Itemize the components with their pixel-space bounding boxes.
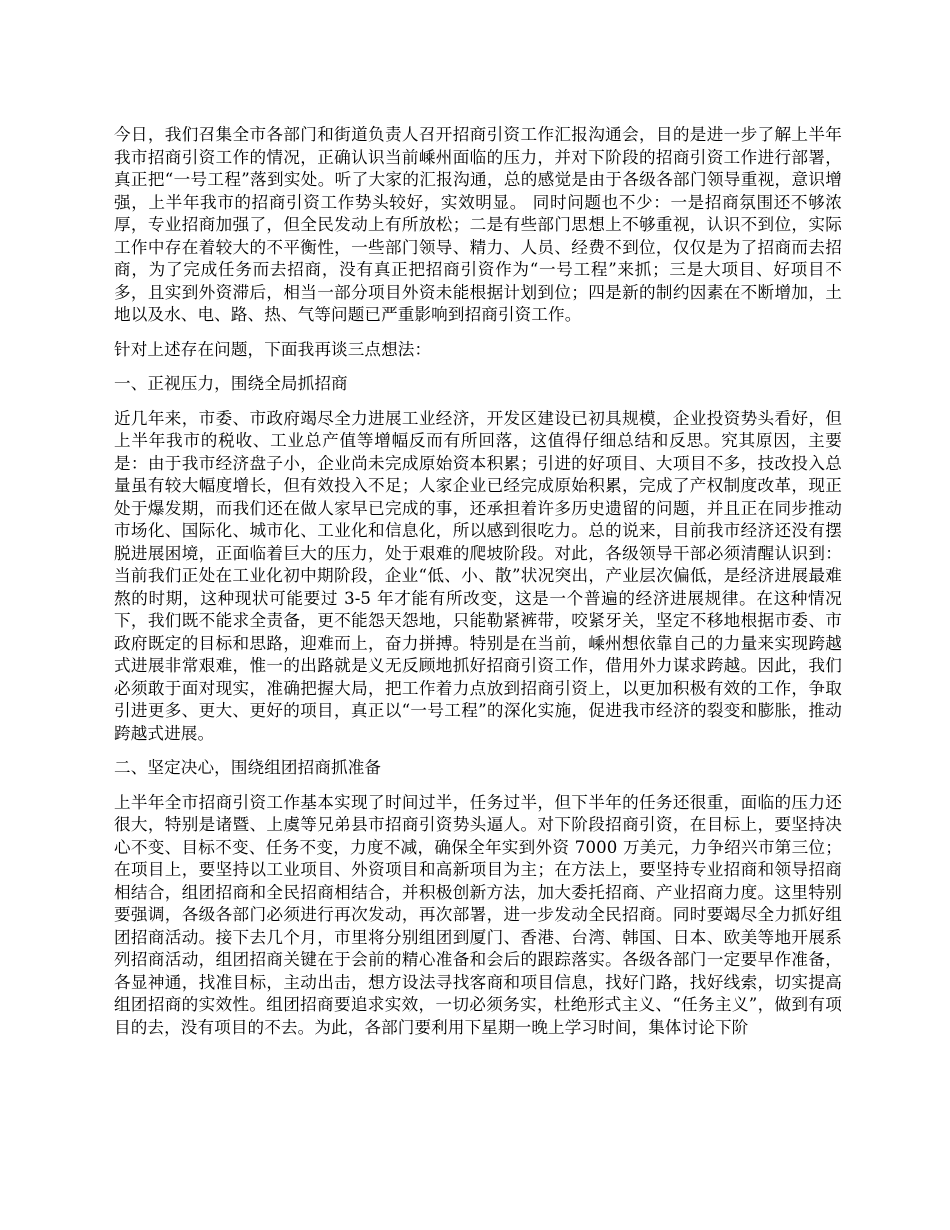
- paragraph-transition: 针对上述存在问题，下面我再谈三点想法：: [114, 339, 432, 359]
- section-heading-1: 一、正视压力，围绕全局抓招商: [114, 374, 348, 393]
- paragraph-section-2: 上半年全市招商引资工作基本实现了时间过半，任务过半，但下半年的任务还很重，面临的压力还很大，特别是诸暨、上虞等兄弟县市招商引资势头逼人。对下阶段招商引资，在目标上，要坚持决心不变、目标不变、任务不变，力度不减，确保全年实到外资 7000 万美元，力争绍兴市第三位；在项目上，要坚持以工业项目、外资项目和高新项目为主；在方法上，要坚持专业招商和领导招商相结合，组团招商和全民招商相结合，并积极创新方法，加大委托招商、产业招商力度。这里特别要强调，各级各部门必须进行再次发动，再次部署，进一步发动全民招商。同时要竭尽全力抓好组团招商活动。接下去几个月，市里将分别组团到厦门、香港、台湾、韩国、日本、欧美等地开展系列招商活动，组团招商关键在于会前的精心准备和会后的跟踪落实。各级各部门一定要早作准备，各显神通，找准目标，主动出击，想方设法寻找客商和项目信息，找好门路，找好线索，切实提高组团招商的实效性。组团招商要追求实效，一切必须务实，杜绝形式主义、“任务主义”，做到有项目的去，没有项目的不去。为此，各部门要利用下星期一晚上学习时间，集体讨论下阶: [114, 792, 842, 1037]
- paragraph-intro: 今日，我们召集全市各部门和街道负责人召开招商引资工作汇报沟通会，目的是进一步了解上半年我市招商引资工作的情况，正确认识当前嵊州面临的压力，并对下阶段的招商引资工作进行部署，真正把“一号工程”落到实处。听了大家的汇报沟通，总的感觉是由于各级各部门领导重视，意识增强，上半年我市的招商引资工作势头较好，实效明显。 同时问题也不少：一是招商氛围还不够浓厚，专业招商加强了，但全民发动上有所放松；二是有些部门思想上不够重视，认识不到位，实际工作中存在着较大的不平衡性，一些部门领导、精力、人员、经费不到位，仅仅是为了招商而去招商，为了完成任务而去招商，没有真正把招商引资作为“一号工程”来抓；三是大项目、好项目不多，且实到外资滞后，相当一部分项目外资未能根据计划到位；四是新的制约因素在不断增加，土地以及水、电、路、热、气等问题已严重影响到招商引资工作。: [114, 125, 842, 324]
- paragraph-section-1: 近几年来，市委、市政府竭尽全力进展工业经济，开发区建设已初具规模，企业投资势头看好，但上半年我市的税收、工业总产值等增幅反而有所回落，这值得仔细总结和反思。究其原因，主要是：由于我市经济盘子小，企业尚未完成原始资本积累；引进的好项目、大项目不多，技改投入总量虽有较大幅度增长，但有效投入不足；人家企业已经完成原始积累，完成了产权制度改革，现正处于爆发期，而我们还在做人家早已完成的事，还承担着许多历史遗留的问题，并且正在同步推动市场化、国际化、城市化、工业化和信息化，所以感到很吃力。总的说来，目前我市经济还没有摆脱进展困境，正面临着巨大的压力，处于艰难的爬坡阶段。对此，各级领导干部必须清醒认识到：当前我们正处在工业化初中期阶段，企业“低、小、散”状况突出，产业层次偏低，是经济进展最难熬的时期，这种现状可能要过 3-5 年才能有所改变，这是一个普遍的经济进展规律。在这种情况下，我们既不能求全责备，更不能怨天怨地，只能勒紧裤带，咬紧牙关，坚定不移地根据市委、市政府既定的目标和思路，迎难而上，奋力拼搏。特别是在当前，嵊州想依靠自己的力量来实现跨越式进展非常艰难，惟一的出路就是义无反顾地抓好招商引资工作，借用外力谋求跨越。因此，我们必须敢于面对现实，准确把握大局，把工作着力点放到招商引资上，以更加积极有效的工作，争取引进更多、更大、更好的项目，真正以“一号工程”的深化实施，促进我市经济的裂变和膨胀，推动跨越式进展。: [114, 408, 842, 743]
- section-heading-2: 二、坚定决心，围绕组团招商抓准备: [114, 758, 382, 777]
- document-page: [114, 124, 842, 1051]
